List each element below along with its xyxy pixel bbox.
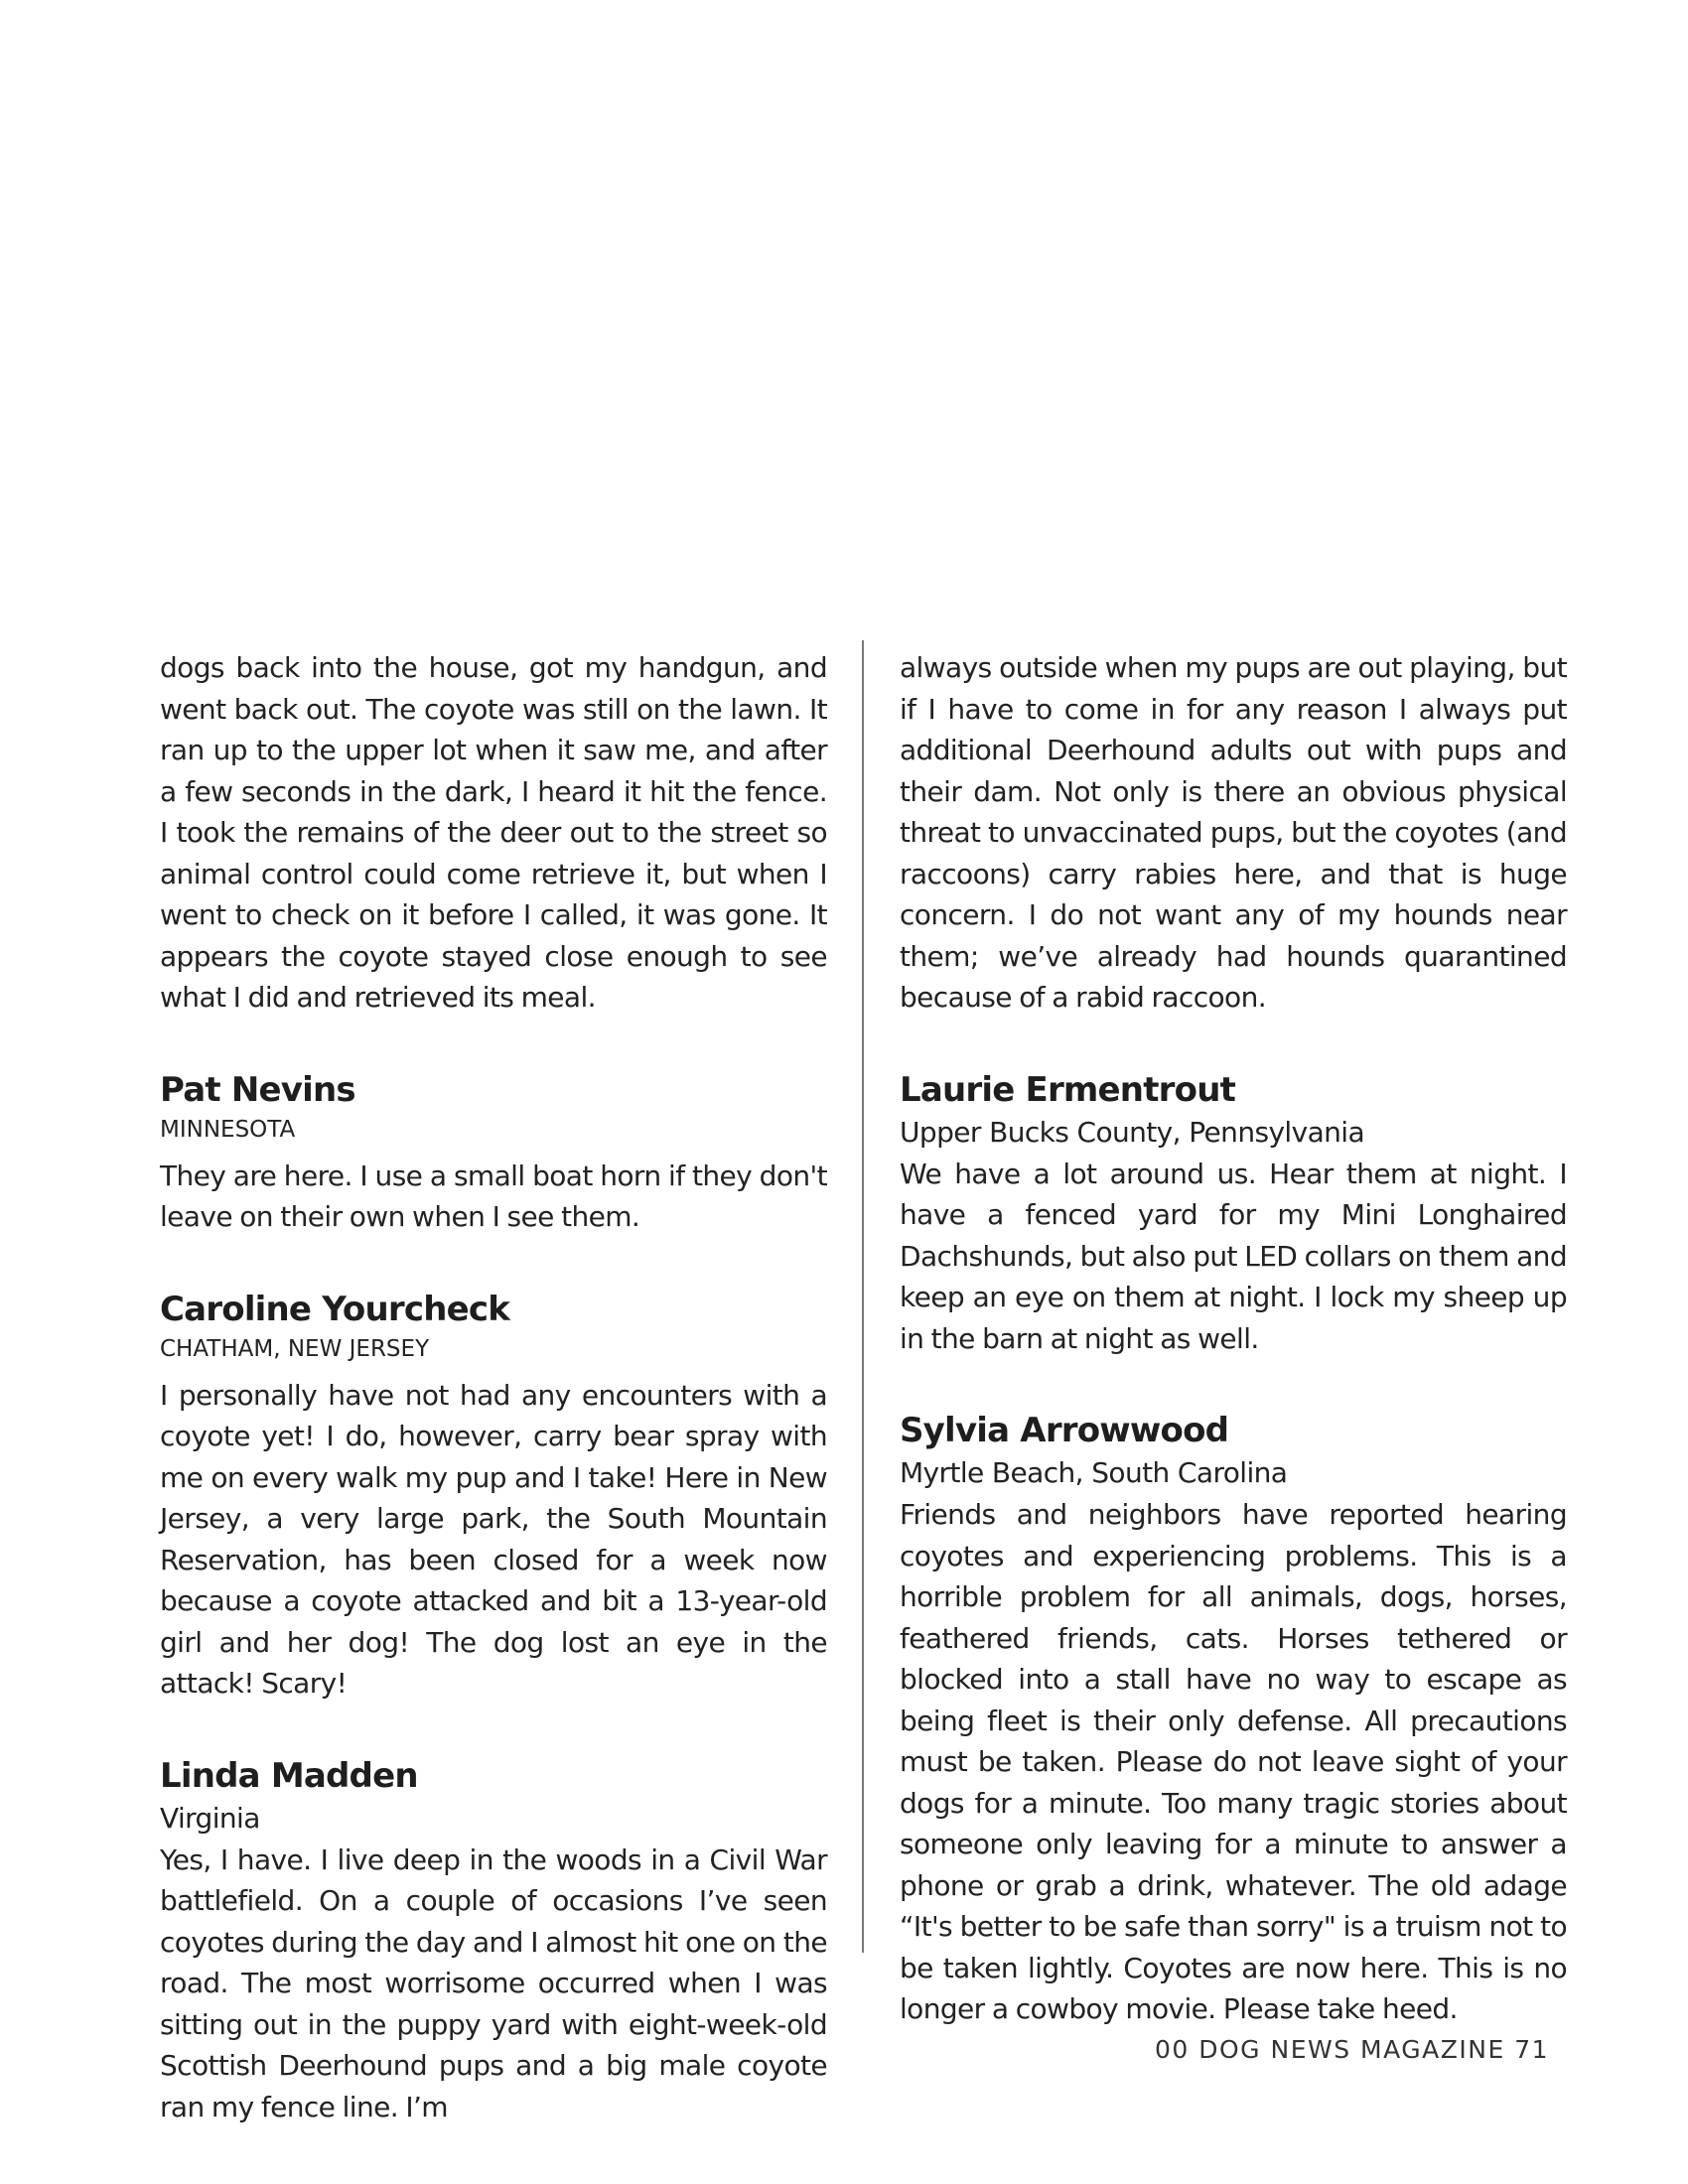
contributor-location: Upper Bucks County, Pennsylvania: [900, 1115, 1365, 1149]
contributor-location: Virginia: [160, 1801, 260, 1835]
right-intro-paragraph: always outside when my pups are out playing, but if I have to come in for any reason I always put additional Deerhound adults out with pups and their dam. Not only is there an obvious physical threat to unvaccinated pups, but the coyotes (and raccoons) carry rabies here, and that is huge concern. I do not want any of my hounds near them; we’ve already had hounds quarantined because of a rabid raccoon.: [900, 651, 1567, 1014]
entry-pat-nevins: [160, 1068, 827, 1238]
contributor-location: Myrtle Beach, South Carolina: [900, 1456, 1288, 1489]
contributor-response: We have a lot around us. Hear them at night. I have a fenced yard for my Mini Longhaired Dachshunds, but also put LED collars on them and keep an eye on them at night. I lock my sheep up in the barn at night as well.: [900, 1157, 1567, 1355]
right-column: [900, 647, 1567, 2030]
entry-sylvia-arrowwood: [900, 1409, 1567, 2030]
entry-laurie-ermentrout: [900, 1068, 1567, 1360]
contributor-response: Yes, I have. I live deep in the woods in a Civil War battlefield. On a couple of occasions I’ve seen coyotes during the day and I almost hit one on the road. The most worrisome occurred when I was sitting out in the puppy yard with eight-week-old Scottish Deerhound pups and a big male coyote ran my fence line. I’m: [160, 1843, 827, 2123]
entry-linda-madden: [160, 1754, 827, 2128]
contributor-name: Pat Nevins: [160, 1069, 355, 1110]
contributor-response: Friends and neighbors have reported hearing coyotes and experiencing problems. This is a horrible problem for all animals, dogs, horses, feathered friends, cats. Horses tethered or blocked into a stall have no way to escape as being fleet is their only defense. All precautions must be taken. Please do not leave sight of your dogs for a minute. Too many tragic stories about someone only leaving for a minute to answer a phone or grab a drink, whatever. The old adage “It's better to be safe than sorry" is a truism not to be taken lightly. Coyotes are now here. This is no longer a cowboy movie. Please take heed.: [900, 1498, 1567, 2025]
contributor-name: Laurie Ermentrout: [900, 1069, 1236, 1110]
contributor-response: They are here. I use a small boat horn if they don't leave on their own when I see them.: [160, 1159, 827, 1233]
contributor-name: Sylvia Arrowwood: [900, 1411, 1229, 1450]
contributor-name: Caroline Yourcheck: [160, 1289, 510, 1329]
contributor-location: CHATHAM, NEW JERSEY: [160, 1335, 430, 1362]
contributor-name: Linda Madden: [160, 1755, 418, 1796]
left-column: [160, 647, 827, 2127]
contributor-location: MINNESOTA: [160, 1116, 296, 1143]
entry-caroline-yourcheck: [160, 1288, 827, 1705]
contributor-response: I personally have not had any encounters with a coyote yet! I do, however, carry bear spray with me on every walk my pup and I take! Here in New Jersey, a very large park, the South Mountain Reservation, has been closed for a week now because a coyote attacked and bit a 13-year-old girl and her dog! The dog lost an eye in the attack! Scary!: [160, 1378, 827, 1700]
page-folio: 00 DOG NEWS MAGAZINE 71: [1155, 2035, 1549, 2064]
left-intro-paragraph: dogs back into the house, got my handgun, and went back out. The coyote was still on the lawn. It ran up to the upper lot when it saw me, and after a few seconds in the dark, I heard it hit the fence. I took the remains of the deer out to the street so animal control could come retrieve it, but when I went to check on it before I called, it was gone. It appears the coyote stayed close enough to see what I did and retrieved its meal.: [160, 651, 827, 1014]
column-divider: [862, 640, 864, 1953]
